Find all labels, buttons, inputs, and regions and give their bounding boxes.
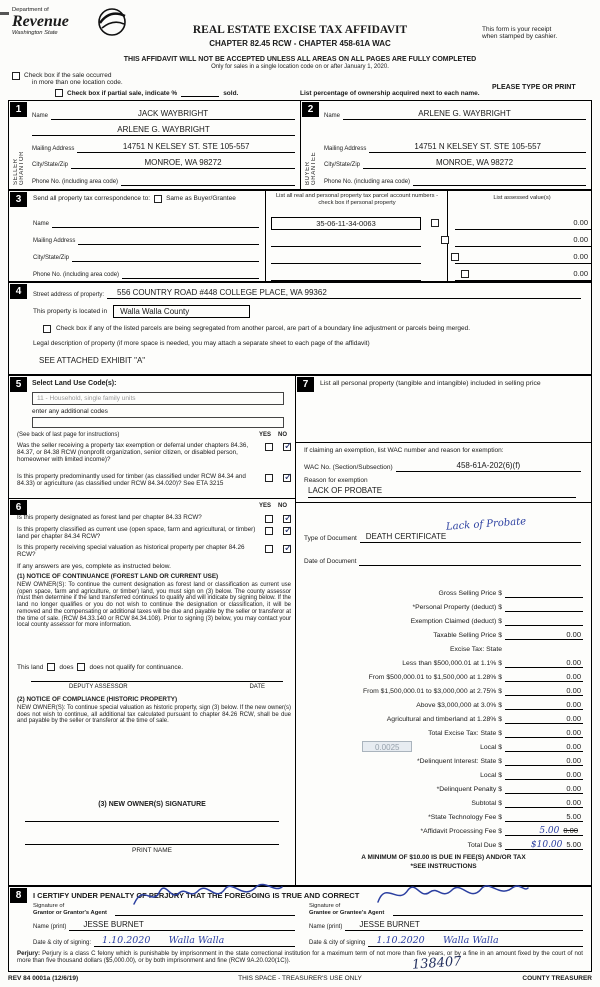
doc-type-label: Type of Document (304, 535, 357, 542)
doc-date-row (304, 554, 581, 566)
money-line-value[interactable]: 0.00 (505, 629, 583, 640)
land-use-code-field[interactable]: 11 - Household, single family units (32, 392, 284, 405)
money-line (300, 626, 583, 640)
notice-compliance-title: (2) NOTICE OF COMPLIANCE (HISTORIC PROPERTY) (17, 696, 178, 703)
handwritten-amount: $10.00 (530, 840, 563, 850)
seller-buyer-section (8, 100, 592, 190)
corr-name-label: Name (33, 221, 50, 227)
s6q1-no-checkbox[interactable] (283, 515, 291, 523)
seller-half (9, 101, 301, 189)
assessed-value-4[interactable]: 0.00 (455, 268, 591, 281)
new-owner-signature-title: (3) NEW OWNER(S) SIGNATURE (98, 801, 206, 808)
seller-phone-value[interactable] (121, 174, 295, 186)
parcel-number-4[interactable] (271, 268, 421, 281)
multi-location-checkbox[interactable] (12, 72, 20, 80)
corr-name-value[interactable] (52, 216, 259, 228)
no-header: NO (278, 503, 287, 509)
grantee-sig-label-2: Grantee or Grantee's Agent (309, 909, 385, 916)
land-use-title: Select Land Use Code(s): (32, 380, 117, 387)
money-line-label: *State Technology Fee $ (428, 814, 502, 821)
grantee-date-row (309, 935, 583, 947)
section-6-divider (9, 498, 295, 499)
parcel-header: List all real and personal property tax parcel account numbers - check box if personal property (275, 193, 439, 206)
money-line-value[interactable]: 0.00 (505, 685, 583, 696)
grantee-date-label: Date & city of signing (309, 940, 366, 946)
notice-compliance-text: NEW OWNER(S): To continue special valuation as historic property, sign (3) below. If the new owner(s) does not wish to continue, all additional tax calculated pursuant to chapter 84.26 RCW, shall be due and payable by the seller or transferor at the time of sale. (17, 705, 291, 725)
notice-continuance-title: (1) NOTICE OF CONTINUANCE (FOREST LAND OR CURRENT USE) (17, 573, 219, 580)
same-as-buyer-label: Same as Buyer/Grantee (166, 195, 236, 203)
does-not-label: does not qualify for continuance. (89, 663, 184, 671)
money-line-value[interactable] (505, 825, 583, 836)
continuance-row (17, 663, 183, 671)
money-line-value[interactable] (505, 615, 583, 626)
deputy-assessor-line[interactable] (31, 681, 283, 682)
doc-date-value[interactable] (359, 554, 581, 566)
perjury-text: Perjury is a class C felony which is punishable by imprisonment in the state correctional institution for a maximum term of not more than five years, or by a fine in an amount fixed by the court of not more than five thousand dollars ($5,000.00), or by both imprisonment and fine (RCW 9A.20.020(1C)). (17, 950, 583, 964)
seller-phone-label: Phone No. (including area code) (32, 178, 119, 185)
print-name-label: PRINT NAME (132, 847, 172, 854)
money-line-label: *Delinquent Interest: State $ (416, 758, 502, 765)
money-line-label: *Delinquent Penalty $ (436, 786, 502, 793)
street-address-label: Street address of property: (33, 292, 105, 298)
partial-sale-row (55, 89, 238, 97)
grantee-city-handwritten[interactable]: Walla Walla (442, 935, 499, 946)
buyer-csz-value[interactable]: MONROE, WA 98272 (363, 157, 586, 169)
money-line (300, 752, 583, 766)
receipt-note-line1: This form is your receipt (482, 26, 552, 33)
seller-side-label: SELLER (13, 158, 19, 185)
grantor-name-print-label: Name (print) (33, 924, 67, 930)
money-line (300, 794, 583, 808)
question-s6q3 (17, 544, 291, 558)
money-line (300, 724, 583, 738)
money-line-label: Local $ (480, 744, 502, 751)
yes-no-header-5 (259, 432, 287, 438)
money-line-label: Agricultural and timberland at 1.28% $ (386, 716, 502, 723)
money-line-value[interactable]: 0.00 (505, 797, 583, 808)
perjury-paragraph (17, 951, 583, 965)
treasurer-stamp-number: 138407 (411, 954, 463, 973)
assessed-value-3[interactable]: 0.00 (455, 251, 591, 264)
grantor-signature-label (33, 903, 113, 916)
yes-no-header-6 (259, 503, 287, 509)
washington-state-label: Washington State (12, 29, 58, 36)
assessed-value-2[interactable]: 0.00 (455, 234, 591, 247)
doc-date-label: Date of Document (304, 558, 357, 565)
additional-codes-field[interactable] (32, 417, 284, 428)
segregated-checkbox[interactable] (43, 325, 51, 333)
seller-name-1[interactable]: JACK WAYBRIGHT (51, 108, 295, 120)
buyer-name-1[interactable]: ARLENE G. WAYBRIGHT (343, 108, 586, 120)
grantor-date-row (33, 935, 295, 947)
wac-row (304, 460, 581, 472)
personal-property-title: List all personal property (tangible and intangible) included in selling price (320, 380, 541, 387)
s5q2-yes-checkbox[interactable] (265, 474, 273, 482)
money-line (300, 822, 583, 836)
section-2-number: 2 (302, 102, 319, 117)
s6q2-no-checkbox[interactable] (283, 527, 291, 535)
money-line-label: Gross Selling Price $ (438, 590, 502, 597)
question-text: Is this property receiving special valuation as historical property per chapter 84.26 RCW? (17, 544, 245, 558)
corr-csz-value[interactable] (72, 250, 259, 262)
located-in-label: This property is located in (33, 307, 108, 315)
section-1-number: 1 (10, 102, 27, 117)
grantee-printed-name[interactable]: JESSE BURNET (345, 919, 583, 931)
grantor-sig-label-2: Grantor or Grantor's Agent (33, 909, 107, 916)
multi-location-text-2: in more than one location code. (32, 79, 123, 87)
struck-amount: 0.00 (563, 826, 578, 835)
money-line-label: *Affidavit Processing Fee $ (420, 828, 502, 835)
multi-location-row (12, 72, 123, 87)
money-line-value[interactable]: 5.00 (505, 811, 583, 822)
reason-exemption-value[interactable]: LACK OF PROBATE (308, 486, 576, 498)
legal-description-value[interactable]: SEE ATTACHED EXHIBIT "A" (39, 356, 146, 365)
question-text: Is this property classified as current use (open space, farm and agricultural, or timber) land per chapter 84.34 RCW? (17, 526, 256, 540)
question-text: Is this property designated as forest land per chapter 84.33 RCW? (17, 514, 202, 521)
partial-sale-percent-field[interactable] (181, 89, 219, 97)
question-text: Was the seller receiving a property tax exemption or deferral under chapters 84.36, 84.37, or 84.38 RCW (nonprofit organization, senior citizen, or disabled person, homeowner with limited income)? (17, 442, 249, 463)
county-value[interactable]: Walla Walla County (113, 305, 250, 318)
personal-property-checkbox-1[interactable] (431, 219, 439, 227)
money-line-value[interactable]: 0.00 (505, 783, 583, 794)
see-instructions-note: *SEE INSTRUCTIONS (410, 863, 477, 870)
buyer-name-label: Name (324, 112, 341, 119)
seller-csz-value[interactable]: MONROE, WA 98272 (71, 157, 295, 169)
money-line-label: Above $3,000,000 at 3.0% $ (416, 702, 502, 709)
county-treasurer-label: COUNTY TREASURER (522, 975, 592, 982)
grantor-side-label: GRANTOR (19, 150, 25, 185)
perjury-label: Perjury: (17, 950, 41, 957)
buyer-csz-label: City/State/Zip (324, 162, 361, 168)
form-title: REAL ESTATE EXCISE TAX AFFIDAVIT (192, 24, 408, 36)
does-not-checkbox[interactable] (77, 663, 85, 671)
does-label: does (59, 663, 74, 671)
money-line (300, 640, 583, 654)
street-address-row (33, 287, 581, 299)
money-line-label: Subtotal $ (471, 800, 502, 807)
local-rate-box: 0.0025 (362, 741, 412, 752)
same-as-buyer-checkbox[interactable] (154, 195, 162, 203)
grantor-signature-line[interactable] (115, 915, 295, 916)
money-line-label: Taxable Selling Price $ (433, 632, 502, 639)
partial-sale-text: Check box if partial sale, indicate % (67, 89, 178, 97)
grantee-sig-label-1: Signature of (309, 903, 341, 909)
land-use-column (8, 375, 296, 886)
money-line-label: Excise Tax: State (449, 646, 502, 653)
money-line (300, 808, 583, 822)
money-line (300, 710, 583, 724)
money-line (300, 780, 583, 794)
s6q2-yes-checkbox[interactable] (265, 527, 273, 535)
parcel-number-1[interactable]: 35-06-11-34-0063 (271, 217, 421, 230)
corr-phone-value[interactable] (122, 267, 259, 279)
does-checkbox[interactable] (47, 663, 55, 671)
new-owner-signature-line-1[interactable] (25, 821, 279, 822)
this-land-label: This land (17, 663, 44, 671)
money-line-value[interactable]: 0.00 (505, 741, 583, 752)
warning-line: THIS AFFIDAVIT WILL NOT BE ACCEPTED UNLESS ALL AREAS ON ALL PAGES ARE FULLY COMPLETED (123, 56, 477, 63)
s5q1-no-checkbox[interactable] (283, 443, 291, 451)
excise-tax-column (296, 375, 592, 886)
form-title-block (140, 24, 460, 48)
grantee-side-label: GRANTEE (311, 151, 317, 185)
multi-location-text-1: Check box if the sale occurred (24, 72, 112, 79)
revenue-wordmark: Revenue (12, 12, 69, 30)
section-3-number: 3 (10, 192, 27, 207)
department-of-label: Department of (12, 7, 49, 13)
grantee-date-handwritten[interactable]: 1.10.2020 (376, 935, 425, 946)
money-line-value[interactable] (505, 601, 583, 612)
street-address-value[interactable]: 556 COUNTRY ROAD #448 COLLEGE PLACE, WA 99362 (107, 287, 581, 299)
money-line-value[interactable]: $10.00 5.00 (505, 839, 583, 850)
question-text: Is this property predominantly used for timber (as classified under RCW 84.34 and 84.33) or agriculture (as classified under RCW 84.34.020)? See ETA 3215 (17, 473, 246, 487)
send-correspondence-label: Send all property tax correspondence to: (33, 195, 151, 203)
grantor-sig-label-1: Signature of (33, 903, 65, 909)
property-address-section (8, 282, 592, 375)
money-line (300, 598, 583, 612)
seller-mailing-label: Mailing Address (32, 145, 75, 152)
seller-csz-label: City/State/Zip (32, 162, 69, 168)
money-line-label: Exemption Claimed (deduct) $ (410, 618, 502, 625)
money-line-label: Local $ (480, 772, 502, 779)
section7-divider-1 (296, 442, 591, 443)
tax-correspondence-section (8, 190, 592, 282)
money-line (300, 584, 583, 598)
doc-type-row (304, 531, 581, 543)
money-line (300, 738, 583, 752)
certify-statement: I CERTIFY UNDER PENALTY OF PERJURY THAT THE FOREGOING IS TRUE AND CORRECT (33, 891, 360, 900)
receipt-note-line2: when stamped by cashier. (482, 33, 558, 41)
assessed-header: List assessed value(s) (493, 195, 551, 201)
money-line (300, 668, 583, 682)
grantor-printed-name[interactable]: JESSE BURNET (69, 919, 295, 931)
parcel-number-3[interactable] (271, 251, 421, 264)
date-label: DATE (249, 684, 265, 690)
s6q3-no-checkbox[interactable] (283, 545, 291, 553)
wac-number-value[interactable]: 458-61A-202(6)(f) (396, 460, 581, 472)
yes-header: YES (258, 432, 271, 438)
question-s6q2 (17, 526, 291, 540)
money-line (300, 766, 583, 780)
seller-name-2[interactable]: ARLENE G. WAYBRIGHT (32, 124, 295, 136)
grantor-city-handwritten[interactable]: Walla Walla (168, 935, 225, 946)
grantee-signature-line[interactable] (393, 915, 583, 916)
money-line-label: From $1,500,000.01 to $3,000,000 at 2.75% $ (362, 688, 502, 695)
money-line-value[interactable] (505, 643, 583, 654)
grantee-name-print-label: Name (print) (309, 924, 343, 930)
question-s5q2 (17, 473, 291, 487)
buyer-grantee-side-label (305, 123, 317, 185)
money-line-value[interactable]: 0.00 (505, 671, 583, 682)
please-type-label: PLEASE TYPE OR PRINT (492, 84, 576, 91)
money-line (300, 612, 583, 626)
handwritten-amount: 5.00 (539, 826, 560, 836)
yes-header: YES (258, 503, 271, 509)
revenue-logo-icon (94, 6, 130, 38)
buyer-phone-value[interactable] (413, 174, 586, 186)
doc-type-value[interactable]: DEATH CERTIFICATE (360, 531, 581, 543)
money-line-value[interactable]: 0.00 (505, 755, 583, 766)
question-s6q1 (17, 514, 291, 523)
see-back-note: (See back of last page for instructions) (17, 432, 120, 438)
money-line-label: Total Due $ (467, 842, 502, 849)
money-line-value[interactable]: 0.00 (505, 713, 583, 724)
money-line (300, 682, 583, 696)
segregated-row (43, 325, 581, 333)
grantor-signature-scribble (128, 878, 288, 912)
form-rev-number: REV 84 0001a (12/6/19) (8, 975, 79, 982)
section-5-number: 5 (10, 377, 27, 392)
section-6-number: 6 (10, 500, 27, 515)
seller-name-label: Name (32, 112, 49, 119)
deputy-assessor-label: DEPUTY ASSESSOR (69, 684, 128, 690)
legal-description-label: Legal description of property (if more space is needed, you may attach a separate sheet to each page of the affidavit) (33, 340, 370, 347)
assessed-value-1[interactable]: 0.00 (455, 217, 591, 230)
s5q2-no-checkbox[interactable] (283, 474, 291, 482)
money-line-label: Total Excise Tax: State $ (428, 730, 502, 737)
money-line-value[interactable]: 0.00 (505, 657, 583, 668)
money-line-value[interactable] (505, 587, 583, 598)
money-line-label: Less than $500,000.01 at 1.1% $ (402, 660, 502, 667)
money-line-label: *Personal Property (deduct) $ (412, 604, 502, 611)
buyer-mailing-value[interactable]: 14751 N KELSEY ST. STE 105-557 (369, 141, 586, 153)
new-owner-signature-line-2[interactable] (25, 844, 279, 845)
grantor-name-row (33, 919, 295, 931)
located-in-row (33, 305, 250, 318)
buyer-name-2[interactable] (324, 124, 586, 136)
section-4-number: 4 (10, 284, 27, 299)
partial-sale-checkbox[interactable] (55, 89, 63, 97)
additional-codes-label: enter any additional codes (32, 408, 108, 415)
reason-exemption-label: Reason for exemption (304, 477, 368, 484)
doc-type-handwritten: Lack of Probate (445, 516, 527, 533)
buyer-mailing-label: Mailing Address (324, 145, 367, 152)
receipt-note (482, 26, 592, 41)
grantee-signature-scribble (372, 878, 532, 912)
minimum-due-note: A MINIMUM OF $10.00 IS DUE IN FEE(S) AND/OR TAX (361, 854, 526, 861)
only-for-line: Only for sales in a single location code on or after January 1, 2020. (211, 64, 389, 70)
grantor-date-label: Date & city of signing: (33, 940, 92, 946)
corr-mailing-value[interactable] (78, 233, 259, 245)
grantor-date-handwritten[interactable]: 1.10.2020 (102, 935, 151, 946)
s5q1-yes-checkbox[interactable] (265, 443, 273, 451)
s6q1-yes-checkbox[interactable] (265, 515, 273, 523)
section7-divider-2 (296, 502, 591, 503)
if-yes-note: If any answers are yes, complete as instructed below. (17, 563, 171, 570)
corr-mailing-label: Mailing Address (33, 238, 76, 244)
treasurer-space-label: THIS SPACE - TREASURER'S USE ONLY (238, 975, 362, 982)
question-s5q1 (17, 442, 291, 463)
notice-continuance-text: NEW OWNER(S): To continue the current designation as forest land or classification as current use (open space, farm and agriculture, or timber) land, you must sign on (3) below. The county assessor must then determine if the land transferred continues to qualify and will indicate by signing below. If the land no longer qualifies or you do not wish to continue the designation or classification, it will be removed and the compensating or additional taxes will be due and payable by the seller or transferor at the time of sale. (RCW 84.33.140 or RCW 84.34.108). Prior to signing (3) below, you may contact your local county assessor for more information. (17, 582, 291, 629)
s6q3-yes-checkbox[interactable] (265, 545, 273, 553)
seller-grantor-side-label (13, 123, 25, 185)
money-line-value[interactable]: 0.00 (505, 727, 583, 738)
sold-text: sold. (223, 89, 239, 97)
no-header: NO (278, 432, 287, 438)
buyer-side-label: BUYER (305, 161, 311, 185)
exemption-label: If claiming an exemption, list WAC number and reason for exemption: (304, 447, 504, 454)
correspondence-row (33, 195, 265, 203)
revenue-logo-block (12, 7, 69, 36)
corr-csz-label: City/State/Zip (33, 255, 70, 261)
money-line (300, 654, 583, 668)
money-lines (300, 584, 583, 850)
money-line (300, 836, 583, 850)
buyer-half (301, 101, 591, 189)
section-8-number: 8 (10, 888, 27, 903)
grantee-name-row (309, 919, 583, 931)
section-7-number: 7 (297, 377, 314, 392)
wac-number-label: WAC No. (Section/Subsection) (304, 464, 393, 471)
money-line-label: From $500,000.01 to $1,500,000 at 1.28% $ (368, 674, 502, 681)
money-line-value[interactable]: 0.00 (505, 769, 583, 780)
seller-mailing-value[interactable]: 14751 N KELSEY ST. STE 105-557 (77, 141, 295, 153)
money-line-value[interactable]: 0.00 (505, 699, 583, 710)
personal-property-checkbox-2[interactable] (441, 236, 449, 244)
buyer-phone-label: Phone No. (including area code) (324, 178, 411, 185)
parcel-number-2[interactable] (271, 234, 421, 247)
money-line (300, 696, 583, 710)
corr-phone-label: Phone No. (including area code) (33, 272, 120, 278)
form-chapter: CHAPTER 82.45 RCW - CHAPTER 458-61A WAC (209, 39, 391, 48)
scan-corner-mark (0, 12, 9, 15)
segregated-text: Check box if any of the listed parcels are being segregated from another parcel, are part of a boundary line adjustment or parcels being merged. (56, 325, 471, 332)
section3-divider-1 (265, 191, 266, 281)
ownership-text: List percentage of ownership acquired next to each name. (300, 90, 480, 97)
